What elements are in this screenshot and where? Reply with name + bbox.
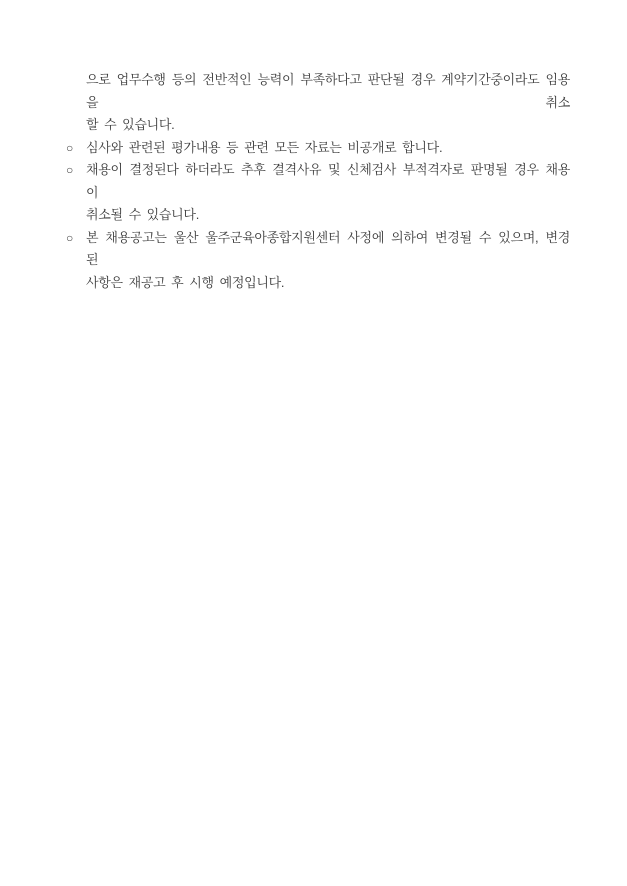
text-line: 취소될 수 있습니다. [86,207,199,222]
circle-bullet-icon: ○ [66,140,74,155]
circle-bullet-icon: ○ [66,230,74,245]
paragraph-lines [86,159,570,227]
paragraph-bullet-hiring-cancellation [66,159,570,227]
text-line: 으로 업무수행 등의 전반적인 능력이 부족하다고 판단될 경우 계약기간중이라도 임용을 취소 [86,72,570,110]
paragraph-bullet-review-confidential [66,137,570,160]
notice-text-block [66,69,570,294]
circle-bullet-icon: ○ [66,163,74,177]
text-line: 심사와 관련된 평가내용 등 관련 모든 자료는 비공개로 합니다. [86,139,443,155]
text-line: 할 수 있습니다. [86,117,175,132]
paragraph-lines [86,227,570,295]
paragraph-bullet-notice-change [66,227,570,295]
paragraph-continuation [66,69,570,137]
text-line: 사항은 재공고 후 시행 예정입니다. [86,274,285,290]
paragraph-lines [86,137,570,160]
paragraph-lines [86,69,570,137]
text-line: 본 채용공고는 울산 울주군육아종합지원센터 사정에 의하여 변경될 수 있으며, 변경된 [86,229,570,267]
text-line: 채용이 결정된다 하더라도 추후 결격사유 및 신체검사 부적격자로 판명될 경우 채용이 [86,162,570,200]
